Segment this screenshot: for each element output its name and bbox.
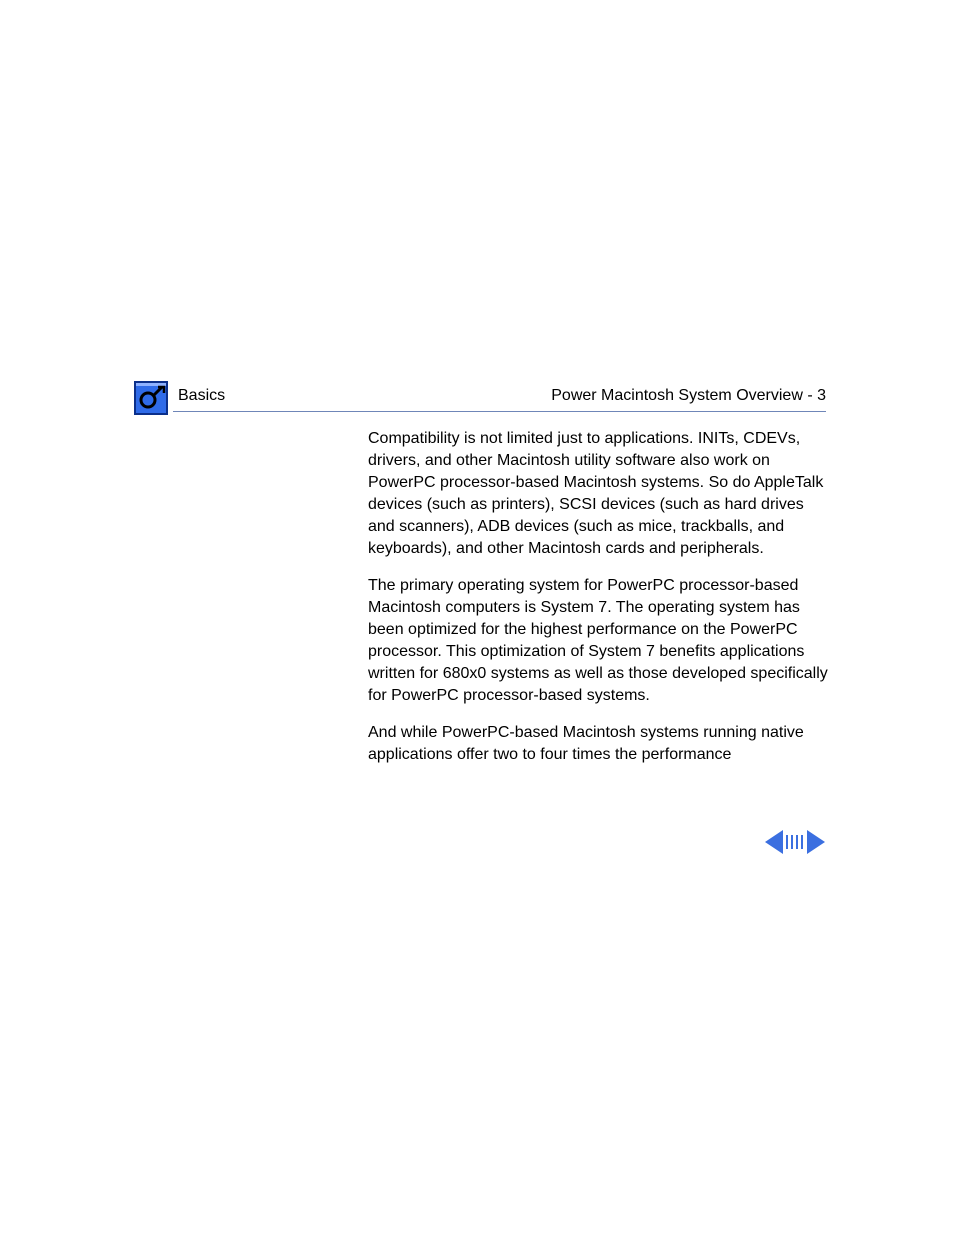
header-divider	[173, 411, 826, 412]
paragraph: The primary operating system for PowerPC processor-based Macintosh computers is System 7. The operating system has been optimized for the highest performance on the PowerPC processor. This optimization of System 7 benefits applications written for 680x0 systems as well as those developed specifically for PowerPC processor-based systems.	[368, 577, 828, 704]
page-browse-icon[interactable]	[785, 830, 805, 854]
left-arrow-icon[interactable]	[765, 830, 783, 854]
section-title: Basics	[178, 387, 226, 404]
tools-chapter-icon	[133, 380, 169, 416]
paragraph: And while PowerPC-based Macintosh systems running native applications offer two to four times the performance	[368, 724, 804, 763]
body-text	[368, 428, 828, 781]
page-navigation	[765, 830, 827, 854]
paragraph: Compatibility is not limited just to applications. INITs, CDEVs, drivers, and other Macintosh utility software also work on PowerPC processor-based Macintosh systems. So do AppleTalk devices (such as printers), SCSI devices (such as hard drives and scanners), ADB devices (such as mice, trackballs, and keyboards), and other Macintosh cards and peripherals.	[368, 430, 824, 557]
right-arrow-icon[interactable]	[807, 830, 825, 854]
page-header	[133, 378, 826, 418]
page-heading: Power Macintosh System Overview - 3	[551, 387, 826, 404]
